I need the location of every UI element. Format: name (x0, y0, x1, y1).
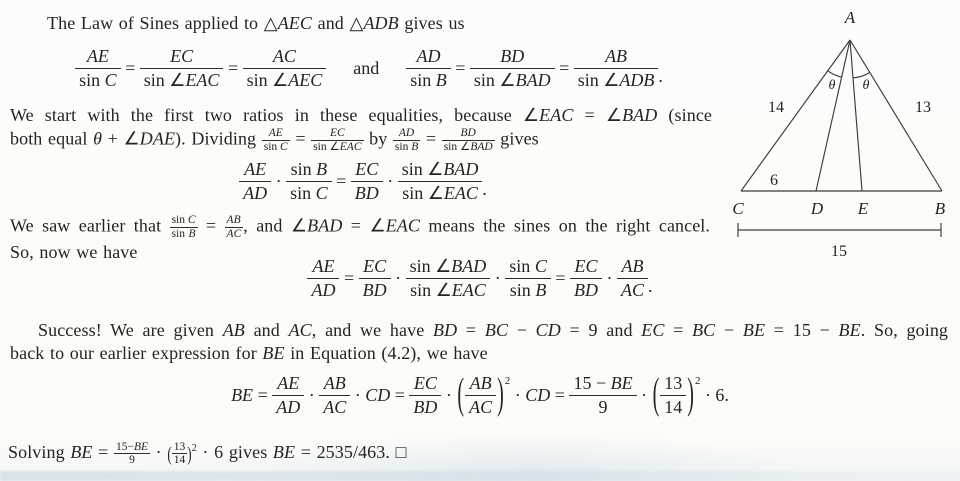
math-text: = 2535/463. □ (295, 442, 407, 462)
math-text: ADB (619, 69, 655, 90)
math-text: = (450, 57, 470, 78)
math-text: · (304, 384, 320, 405)
math-text: AC (620, 279, 644, 300)
math-text: EAC (539, 105, 574, 125)
math-text: BE (742, 320, 766, 340)
math-text: = (554, 57, 574, 78)
fraction (406, 256, 491, 300)
angle-arc-left (828, 71, 842, 77)
point-d-label: D (810, 199, 824, 218)
math-text: CD (525, 384, 551, 405)
math-text: BD (573, 279, 598, 300)
math-text: , and (243, 215, 291, 236)
fraction (243, 46, 327, 90)
math-text: (since (657, 105, 712, 125)
fraction (239, 159, 271, 203)
math-text: △ (263, 13, 278, 33)
math-text: · (510, 384, 526, 405)
math-text: · (271, 170, 287, 191)
math-text: AB (621, 256, 644, 276)
fraction (574, 46, 659, 90)
math-text: B (411, 140, 419, 153)
side-ca-length-label: 14 (768, 99, 784, 116)
fraction (114, 441, 150, 468)
math-text: △ (349, 13, 364, 33)
paragraph-success (10, 319, 948, 365)
math-text: BAD (307, 215, 343, 236)
fraction (351, 159, 383, 203)
math-text: EC (363, 256, 387, 276)
fraction (660, 373, 686, 417)
math-text: Success! We are given (38, 320, 223, 340)
fraction (272, 373, 304, 417)
math-text: AE (86, 46, 109, 66)
math-text: ∠ (123, 128, 140, 149)
math-text: ∠ (605, 105, 623, 125)
math-text: BE (70, 442, 93, 462)
math-text: BC (484, 320, 509, 340)
math-text: BE (610, 373, 633, 393)
math-text: ∠ (369, 215, 386, 236)
fraction (170, 214, 198, 241)
math-text: sin (410, 69, 436, 90)
math-text: AB (226, 214, 241, 226)
math-text: So, now we have (10, 241, 138, 262)
math-text: θ (93, 128, 103, 149)
math-text: 9 (129, 454, 135, 467)
math-text: BD (413, 396, 438, 417)
paren-group: ( $\frac{13}{14}$ ) (167, 440, 192, 467)
math-text: = (457, 320, 485, 340)
math-text: 14 (173, 454, 186, 467)
fraction (172, 441, 188, 468)
math-text: 13 (664, 373, 683, 393)
fraction (140, 46, 224, 90)
math-text: AEC (288, 69, 323, 90)
side-ab-length-label: 13 (915, 99, 931, 116)
math-text: AE (277, 373, 300, 393)
math-text: 15 − (573, 373, 611, 393)
math-text: C (104, 69, 117, 90)
math-text: EAC (443, 182, 478, 203)
text-line (10, 104, 712, 127)
fraction (398, 159, 483, 203)
math-text: · (390, 267, 406, 288)
math-text: sin ∠ (409, 256, 452, 276)
math-text: AEC (277, 13, 312, 33)
math-text: , and we have (311, 320, 433, 340)
math-text: AD (276, 396, 301, 417)
fraction (465, 373, 496, 417)
math-text: BD (354, 182, 379, 203)
math-text: AD (311, 279, 336, 300)
paren-group: ( $\frac{AB}{AC}$ ) (457, 370, 504, 418)
math-text: EAC (339, 140, 362, 153)
text-line (10, 127, 712, 154)
math-text: = (664, 320, 693, 340)
math-text: BE (231, 384, 254, 405)
fraction (393, 127, 420, 154)
math-text: − (508, 320, 536, 340)
math-text: EC (641, 320, 665, 340)
math-text: Solving (8, 442, 71, 462)
fraction (505, 256, 551, 300)
math-text: BAD (451, 256, 487, 276)
math-text: · (601, 267, 617, 288)
math-text: 13 (173, 440, 186, 453)
math-text: BE (262, 343, 285, 363)
math-text: B (316, 159, 328, 179)
text-line (10, 342, 948, 365)
math-text: BC (692, 320, 716, 340)
math-text: · (441, 384, 457, 405)
math-text: sin ∠ (313, 140, 340, 153)
math-text: sin ∠ (410, 279, 452, 300)
math-text: sin (171, 227, 189, 240)
math-text: 14 (664, 396, 683, 417)
math-text: AB (222, 320, 245, 340)
fraction (359, 256, 391, 300)
math-text: = (120, 57, 140, 78)
math-text: 2 (191, 443, 197, 454)
math-text: C (534, 256, 547, 276)
math-text: BAD (622, 105, 658, 125)
math-text: · (636, 384, 652, 405)
fraction (570, 256, 602, 300)
math-text: · (382, 170, 398, 191)
math-text: = (223, 57, 243, 78)
math-text: BE (272, 442, 296, 462)
math-text: C (315, 182, 328, 203)
fraction (442, 127, 495, 154)
math-text: EC (355, 159, 379, 179)
math-text: means the sines on the right cancel. (419, 215, 711, 236)
math-text: C (187, 214, 196, 226)
math-text: sin ∠ (402, 182, 444, 203)
math-text: BE (133, 440, 149, 453)
fraction (262, 127, 290, 154)
math-text: AD (243, 182, 268, 203)
math-text: AE (312, 256, 335, 276)
math-text: = (289, 128, 312, 149)
cevian-ae-line (850, 40, 862, 191)
math-text: EAC (385, 215, 420, 236)
math-text: . (648, 275, 653, 296)
math-text: BAD (470, 140, 493, 153)
math-text: and (326, 57, 407, 78)
math-text: AC (226, 227, 242, 240)
text-line (10, 214, 710, 241)
math-text: . (482, 178, 487, 199)
math-text: sin ∠ (473, 69, 516, 90)
math-text: sin (263, 140, 281, 153)
math-text: = (342, 215, 370, 236)
math-text: 2 (504, 375, 511, 387)
math-text: = 9 and (560, 320, 642, 340)
math-text: · (150, 442, 168, 462)
math-text: − (715, 320, 743, 340)
math-text: sin ∠ (401, 159, 444, 179)
math-text: = (550, 267, 570, 288)
math-text: AC (469, 396, 493, 417)
math-text: gives us (398, 13, 465, 33)
math-text: AE (244, 159, 267, 179)
math-text: = (573, 105, 606, 125)
fraction (470, 46, 555, 90)
math-text: AB (469, 373, 492, 393)
math-text: in Equation (4.2), we have (284, 343, 488, 363)
math-text: BD (432, 320, 458, 340)
math-text: sin (79, 69, 105, 90)
math-text: EC (170, 46, 194, 66)
fraction (225, 214, 244, 241)
math-text: B (535, 279, 547, 300)
math-text: back to our earlier expression for (10, 343, 263, 363)
math-text: BD (460, 127, 476, 139)
math-text: . So, going (860, 320, 949, 340)
vertex-a-label: A (844, 8, 856, 27)
math-text: gives (494, 128, 539, 149)
math-text: BD (362, 279, 387, 300)
math-text: sin ∠ (443, 140, 471, 153)
math-text: BAD (515, 69, 551, 90)
math-text: 9 (598, 396, 608, 417)
math-text: ADB (363, 13, 399, 33)
fraction (406, 46, 451, 90)
math-text: AE (268, 127, 283, 139)
math-text: 15− (115, 440, 134, 453)
math-text: sin ∠ (143, 69, 186, 90)
math-text: = (550, 384, 570, 405)
equation-divided-ratios (10, 159, 716, 203)
math-text: AC (323, 396, 347, 417)
fraction (569, 373, 636, 417)
math-text: B (435, 69, 447, 90)
math-text: AD (416, 46, 441, 66)
paragraph-intro (10, 12, 712, 35)
math-text: + (102, 128, 124, 149)
math-text: and (244, 320, 289, 340)
math-text: . (658, 65, 663, 86)
math-text: sin (509, 256, 535, 276)
fraction (286, 159, 332, 203)
math-text: both equal (10, 128, 94, 149)
text-line (8, 437, 768, 467)
paragraph-first-two-ratios (10, 104, 712, 154)
fraction (409, 373, 441, 417)
math-text: The Law of Sines applied to (47, 13, 264, 33)
math-text: AC (288, 320, 312, 340)
math-text: sin (290, 159, 317, 179)
triangle-figure (722, 2, 957, 264)
math-text: We saw earlier that (10, 215, 170, 236)
point-e-label: E (857, 199, 869, 218)
math-text: ∠ (522, 105, 540, 125)
math-text: BE (838, 320, 861, 340)
theta-right-label: θ (862, 78, 870, 93)
math-text: EC (574, 256, 598, 276)
math-text: sin (290, 182, 316, 203)
math-text: = (253, 384, 273, 405)
math-text: · 6 gives (196, 442, 273, 462)
fraction (311, 127, 363, 154)
math-text: = (390, 384, 410, 405)
math-text: C (280, 140, 288, 153)
math-text: = (339, 267, 359, 288)
math-text: sin ∠ (577, 69, 620, 90)
math-text: AD (398, 127, 415, 139)
math-text: · 6. (700, 384, 729, 405)
math-text: sin (394, 140, 412, 153)
math-text: CD (535, 320, 561, 340)
math-text: by (363, 128, 393, 149)
paragraph-solution (8, 437, 768, 467)
math-text: EAC (185, 69, 220, 90)
math-text: = (420, 128, 442, 149)
math-text: CD (365, 384, 391, 405)
equation-be-expression (0, 370, 960, 418)
math-text: ). Dividing (175, 128, 262, 149)
side-ac-line (741, 40, 850, 191)
theta-left-label: θ (828, 78, 836, 93)
segment-cd-length-label: 6 (770, 172, 778, 189)
math-text: ∠ (290, 215, 308, 236)
math-text: EAC (451, 279, 486, 300)
scan-artifact-band (0, 471, 960, 481)
math-text: EC (413, 373, 437, 393)
math-text: AC (272, 46, 296, 66)
base-cb-length-label: 15 (831, 243, 847, 260)
math-text: = 15 − (765, 320, 839, 340)
math-text: EC (329, 127, 345, 139)
fraction (617, 256, 648, 300)
math-text: = (92, 442, 114, 462)
math-text: = (197, 215, 225, 236)
math-text: 2 (694, 375, 701, 387)
text-line (10, 319, 948, 342)
math-text: · (490, 267, 506, 288)
math-text: B (188, 227, 196, 240)
equation-law-of-sines-pair (14, 46, 724, 90)
math-text: · (350, 384, 366, 405)
math-text: AB (605, 46, 628, 66)
vertex-c-label: C (732, 199, 744, 218)
fraction (75, 46, 121, 90)
math-text: BAD (443, 159, 479, 179)
math-text: BD (500, 46, 525, 66)
fraction (319, 373, 350, 417)
fraction (307, 256, 339, 300)
math-text: sin ∠ (246, 69, 289, 90)
math-text: We start with the first two ratios in these equalities, because (10, 105, 523, 125)
vertex-b-label: B (934, 199, 946, 218)
paren-group: ( $\frac{13}{14}$ ) (652, 370, 694, 418)
text-line (10, 12, 712, 35)
math-text: sin (171, 214, 188, 226)
math-text: = (331, 170, 351, 191)
math-text: and (312, 13, 350, 33)
math-text: sin (509, 279, 536, 300)
math-text: DAE (139, 128, 176, 149)
math-text: AB (323, 373, 346, 393)
